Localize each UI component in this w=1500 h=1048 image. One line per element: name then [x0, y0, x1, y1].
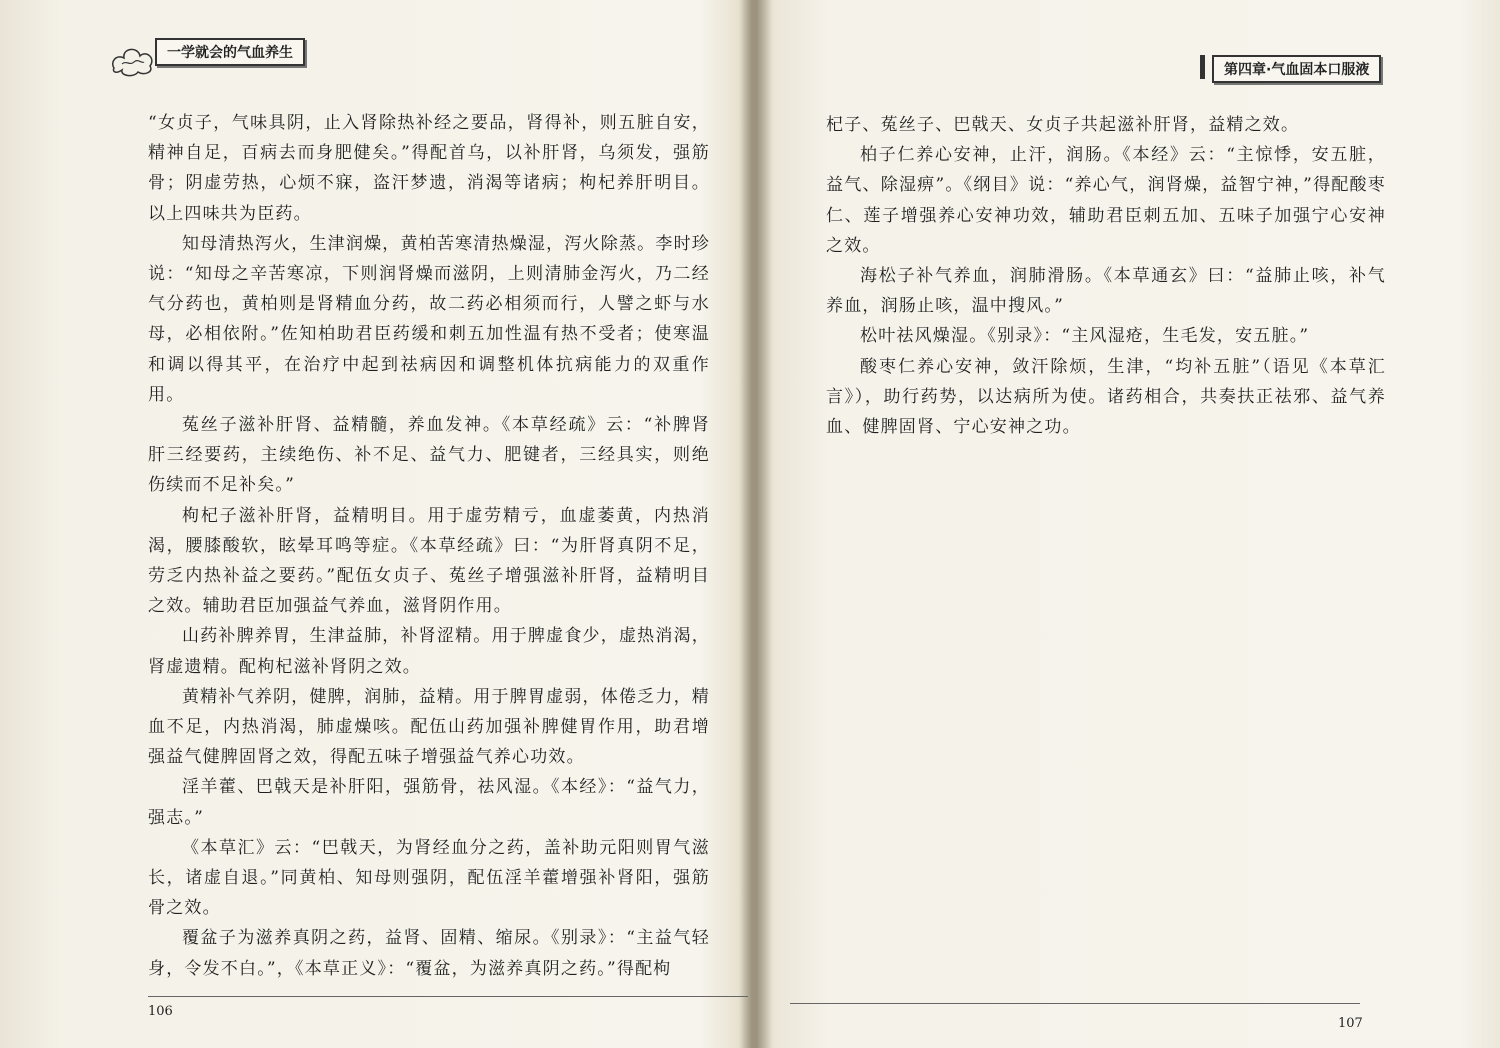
- paragraph: 覆盆子为滋养真阴之药，益肾、固精、缩尿。《别录》：“主益气轻身，令发不白。”，《本草正义》：“覆盆，为滋养真阴之药。”得配枸: [148, 928, 710, 979]
- paragraph: 海松子补气养血，润肺滑肠。《本草通玄》曰：“益肺止咳，补气养血，润肠止咳，温中搜风。”: [826, 266, 1386, 317]
- paragraph: 山药补脾养胃，生津益肺，补肾涩精。用于脾虚食少，虚热消渴，肾虚遗精。配枸杞滋补肾阴之效。: [148, 626, 710, 677]
- paragraph: 酸枣仁养心安神，敛汗除烦，生津，“均补五脏”（语见《本草汇言》），助行药势，以达病所为使。诸药相合，共奏扶正祛邪、益气养血、健脾固肾、宁心安神之功。: [826, 356, 1386, 438]
- paragraph: 松叶祛风燥湿。《别录》：“主风湿疮，生毛发，安五脏。”: [860, 326, 1310, 347]
- paragraph: 知母清热泻火，生津润燥，黄柏苦寒清热燥湿，泻火除蒸。李时珍说：“知母之辛苦寒凉，下则润肾燥而滋阴，上则清肺金泻火，乃二经气分药也，黄柏则是肾精血分药，故二药必相须而行，人譬之虾与水母，必相依附。”佐知柏助君臣药缓和刺五加性温有热不受者；使寒温和调以得其平，在治疗中起到祛病因和调整机体抗病能力的双重作用。: [148, 233, 710, 405]
- footer-rule-left: [148, 996, 748, 997]
- paragraph: 杞子、菟丝子、巴戟天、女贞子共起滋补肝肾，益精之效。: [826, 115, 1300, 135]
- paragraph: 菟丝子滋补肝肾、益精髓，养血发神。《本草经疏》云：“补脾肾肝三经要药，主续绝伤、补不足、益气力、肥键者，三经具实，则绝伤续而不足补矣。”: [148, 415, 710, 496]
- paragraph: “女贞子，气味具阴，止入肾除热补经之要品，肾得补，则五脏自安，精神自足，百病去而身肥健矣。”得配首乌，以补肝肾，乌须发，强筋骨；阴虚劳热，心烦不寐，盗汗梦遗，消渴等诸病；枸杞养肝明目。以上四味共为臣药。: [148, 113, 710, 224]
- running-head-left: 一学就会的气血养生: [155, 38, 305, 66]
- running-head-bar: [1200, 55, 1205, 79]
- page-number-left: 106: [148, 1004, 173, 1019]
- paragraph: 黄精补气养阴，健脾，润肺，益精。用于脾胃虚弱，体倦乏力，精血不足，内热消渴，肺虚燥咳。配伍山药加强补脾健胃作用，助君增强益气健脾固肾之效，得配五味子增强益气养心功效。: [148, 686, 710, 768]
- right-page: [770, 0, 1500, 1048]
- paragraph: 枸杞子滋补肝肾，益精明目。用于虚劳精亏，血虚萎黄，内热消渴，腰膝酸软，眩晕耳鸣等症。《本草经疏》曰：“为肝肾真阴不足，劳乏内热补益之要药。”配伍女贞子、菟丝子增强滋补肝肾，益精明目之效。辅助君臣加强益气养血，滋肾阴作用。: [148, 505, 710, 617]
- page-number-right: 107: [1338, 1016, 1363, 1031]
- paragraph: 淫羊藿、巴戟天是补肝阳，强筋骨，祛风湿。《本经》：“益气力，强志。”: [148, 777, 710, 828]
- right-text-block: [826, 110, 1386, 442]
- cloud-ornament-icon: [108, 40, 158, 80]
- footer-rule-right: [790, 1003, 1360, 1004]
- left-text-block: [148, 108, 710, 984]
- paragraph: 《本草汇》云：“巴戟天，为肾经血分之药，盖补助元阳则胃气滋长，诸虚自退。”同黄柏、知母则强阴，配伍淫羊藿增强补肾阳，强筋骨之效。: [148, 837, 710, 919]
- running-head-right: 第四章·气血固本口服液: [1212, 55, 1381, 83]
- paragraph: 柏子仁养心安神，止汗，润肠。《本经》云：“主惊悸，安五脏，益气、除湿痹”。《纲目》说：“养心气，润肾燥，益智宁神，”得配酸枣仁、莲子增强养心安神功效，辅助君臣刺五加、五味子加强宁心安神之效。: [826, 145, 1386, 256]
